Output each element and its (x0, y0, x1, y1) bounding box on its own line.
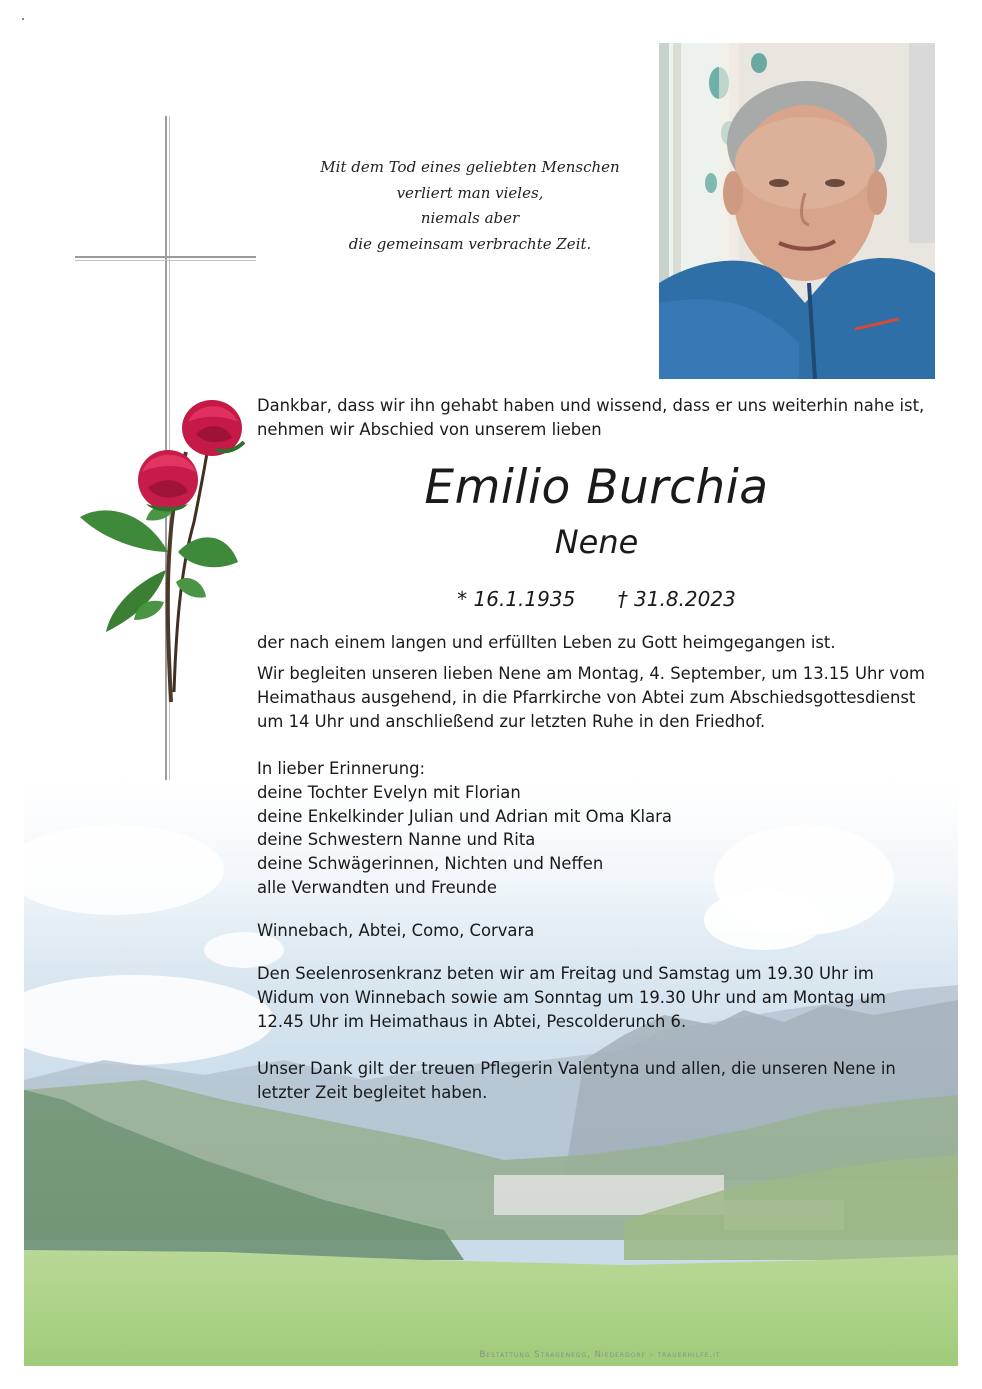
mourner-entry: deine Schwestern Nanne und Rita (257, 830, 536, 850)
life-dates (257, 584, 936, 614)
death-date: † 31.8.2023 (617, 587, 736, 611)
places-text: Winnebach, Abtei, Como, Corvara (257, 921, 535, 940)
cross-horizontal-line (75, 256, 256, 258)
rosary-line: 12.45 Uhr im Heimathaus in Abtei, Pescolderunch 6. (257, 1011, 687, 1031)
intro-line: nehmen wir Abschied von unserem lieben (257, 419, 602, 439)
rosary-info (257, 962, 936, 1033)
funeral-line: Wir begleiten unseren lieben Nene am Montag, 4. September, um 13.15 Uhr vom (257, 664, 925, 683)
thanks-line: Unser Dank gilt der treuen Pflegerin Valentyna und allen, die unseren Nene in (257, 1059, 896, 1078)
funeral-info (257, 662, 936, 733)
quote-line: niemals aber (420, 209, 520, 227)
quote-line: Mit dem Tod eines geliebten Menschen (320, 158, 620, 176)
corner-mark (22, 18, 24, 20)
portrait-photo (659, 43, 935, 379)
rosary-line: Widum von Winnebach sowie am Sonntag um 19.30 Uhr und am Montag um (257, 987, 886, 1007)
thanks (257, 1057, 936, 1105)
quote-line: verliert man vieles, (396, 183, 544, 202)
mourners-heading: In lieber Erinnerung: (257, 759, 426, 778)
roses-illustration (76, 392, 246, 704)
deceased-name: Emilio Burchia (424, 460, 769, 515)
deceased-nickname: Nene (554, 523, 639, 561)
mourner-entry: deine Tochter Evelyn mit Florian (257, 782, 521, 802)
funeral-line: um 14 Uhr und anschließend zur letzten Ruhe in den Friedhof. (257, 711, 766, 731)
intro-line: Dankbar, dass wir ihn gehabt haben und wissend, dass er uns weiterhin nahe ist, (257, 396, 925, 415)
footer-credit: Bestattung Stragenegg, Niederdorf - trauerhilfe.it (479, 1350, 721, 1360)
mourner-entry: deine Enkelkinder Julian und Adrian mit Oma Klara (257, 806, 672, 826)
mourner-entry: alle Verwandten und Freunde (257, 877, 497, 897)
passed-line-text: der nach einem langen und erfüllten Leben zu Gott heimgegangen ist. (257, 633, 836, 652)
quote (320, 155, 620, 257)
mourner-entry: deine Schwägerinnen, Nichten und Neffen (257, 854, 604, 874)
intro-text (257, 394, 936, 442)
birth-date: * 16.1.1935 (457, 587, 576, 611)
thanks-line: letzter Zeit begleitet haben. (257, 1082, 488, 1102)
places (257, 919, 936, 943)
passed-line (257, 631, 936, 655)
rosary-line: Den Seelenrosenkranz beten wir am Freitag und Samstag um 19.30 Uhr im (257, 964, 874, 983)
mourners (257, 757, 936, 900)
funeral-line: Heimathaus ausgehend, in die Pfarrkirche von Abtei zum Abschiedsgottesdienst (257, 687, 916, 707)
quote-line: die gemeinsam verbrachte Zeit. (348, 234, 592, 253)
cross-horizontal-line-shadow (75, 260, 256, 261)
